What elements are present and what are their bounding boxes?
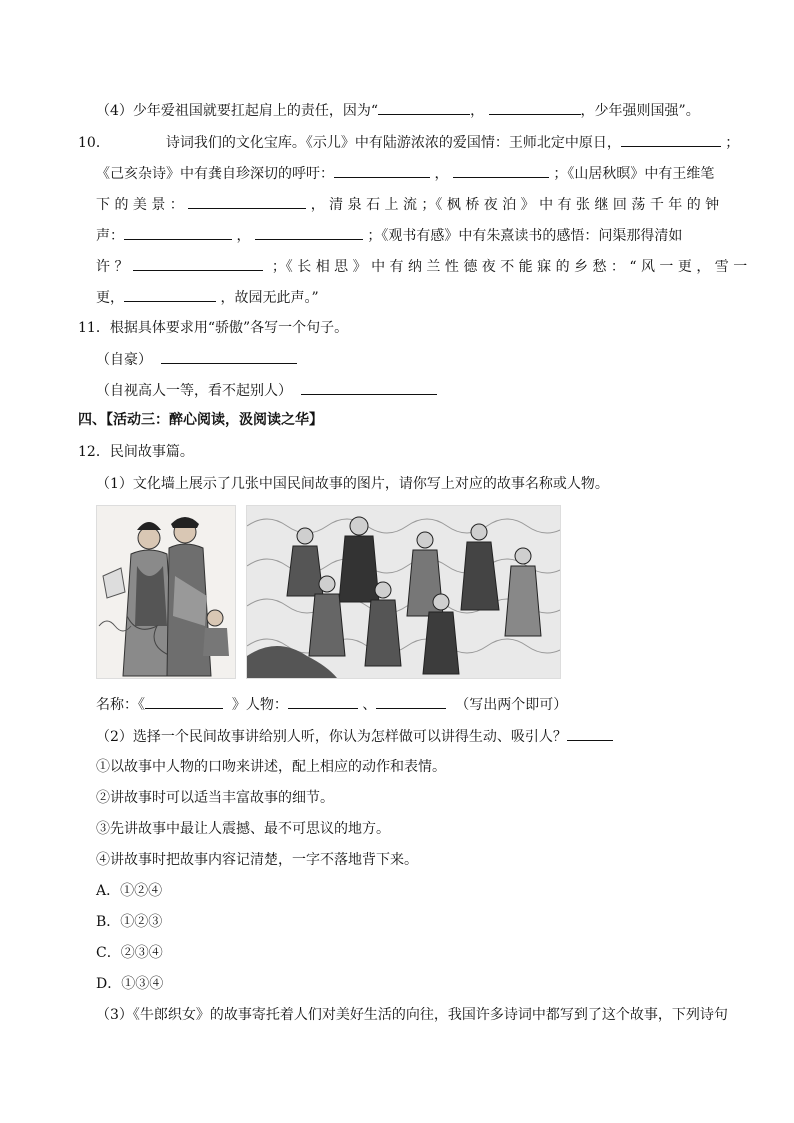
answer-blank[interactable] — [378, 100, 470, 115]
q11-stem: 11．根据具体要求用“骄傲”各写一个句子。 — [78, 320, 349, 336]
section-heading: 四、【活动三：醉心阅读，汲阅读之华】 — [78, 412, 323, 428]
choice-b[interactable]: B．①②③ — [96, 914, 163, 930]
q12-part1: （1）文化墙上展示了几张中国民间故事的图片，请你写上对应的故事名称或人物。 — [96, 476, 609, 492]
answer-blank[interactable] — [567, 726, 613, 741]
q10-line2: 《己亥杂诗》中有龚自珍深切的呼吁： ， ；《山居秋暝》中有王维笔 — [96, 163, 714, 184]
q10-line5: 许 ？ ；《 长 相 思 》 中 有 纳 兰 性 德 夜 不 能 寐 的 乡 愁 ： “ 风 一 更 ， 雪 一 — [96, 256, 747, 277]
answer-blank[interactable] — [124, 225, 232, 240]
q12-part3: （3）《牛郎织女》的故事寄托着人们对美好生活的向往，我国许多诗词中都写到了这个故事，下列诗句 — [96, 1007, 728, 1023]
q12-stem: 12．民间故事篇。 — [78, 444, 194, 460]
q9-part4: （4）少年爱祖国就要扛起肩上的责任，因为“ ， ，少年强则国强”。 — [96, 100, 700, 121]
choice-d[interactable]: D．①③④ — [96, 976, 164, 992]
option-1: ①以故事中人物的口吻来讲述，配上相应的动作和表情。 — [96, 759, 446, 775]
q10-line3: 下 的 美 景 ： ， 清 泉 石 上 流 ；《 枫 桥 夜 泊 》 中 有 张 继 回 荡 千 年 的 钟 — [96, 194, 719, 215]
option-3: ③先讲故事中最让人震撼、最不可思议的地方。 — [96, 821, 390, 837]
answer-blank[interactable] — [288, 694, 358, 709]
q10-line4: 声： ， ；《观书有感》中有朱熹读书的感悟：问渠那得清如 — [96, 225, 682, 246]
answer-blank[interactable] — [301, 380, 437, 395]
q11-answer-a: （自豪） — [96, 349, 297, 370]
answer-blank[interactable] — [124, 287, 216, 302]
answer-blank[interactable] — [145, 694, 223, 709]
q10-line1: 10． 诗词我们的文化宝库。《示儿》中有陆游浓浓的爱国情：王师北定中原日， ； — [78, 132, 739, 153]
answer-blank[interactable] — [453, 163, 549, 178]
option-4: ④讲故事时把故事内容记清楚，一字不落地背下来。 — [96, 852, 418, 868]
option-2: ②讲故事时可以适当丰富故事的细节。 — [96, 790, 334, 806]
choice-a[interactable]: A．①②④ — [96, 883, 163, 899]
answer-blank[interactable] — [334, 163, 430, 178]
q12-part2: （2）选择一个民间故事讲给别人听，你认为怎样做可以讲得生动、吸引人？ — [96, 726, 613, 747]
answer-blank[interactable] — [133, 256, 263, 271]
answer-blank[interactable] — [161, 349, 297, 364]
answer-blank[interactable] — [621, 132, 721, 147]
q10-line6: 更， ，故园无此声。” — [96, 287, 319, 308]
q12-part1-answer: 名称：《 》人物： 、 （写出两个即可） — [96, 694, 567, 715]
folk-story-couple-image — [96, 505, 236, 679]
answer-blank[interactable] — [376, 694, 446, 709]
q11-answer-b: （自视高人一等，看不起别人） — [96, 380, 437, 401]
question-number: 10． — [78, 135, 110, 151]
eight-immortals-image — [246, 505, 561, 679]
answer-blank[interactable] — [255, 225, 363, 240]
answer-blank[interactable] — [489, 100, 581, 115]
answer-blank[interactable] — [188, 194, 306, 209]
choice-c[interactable]: C．②③④ — [96, 945, 163, 961]
